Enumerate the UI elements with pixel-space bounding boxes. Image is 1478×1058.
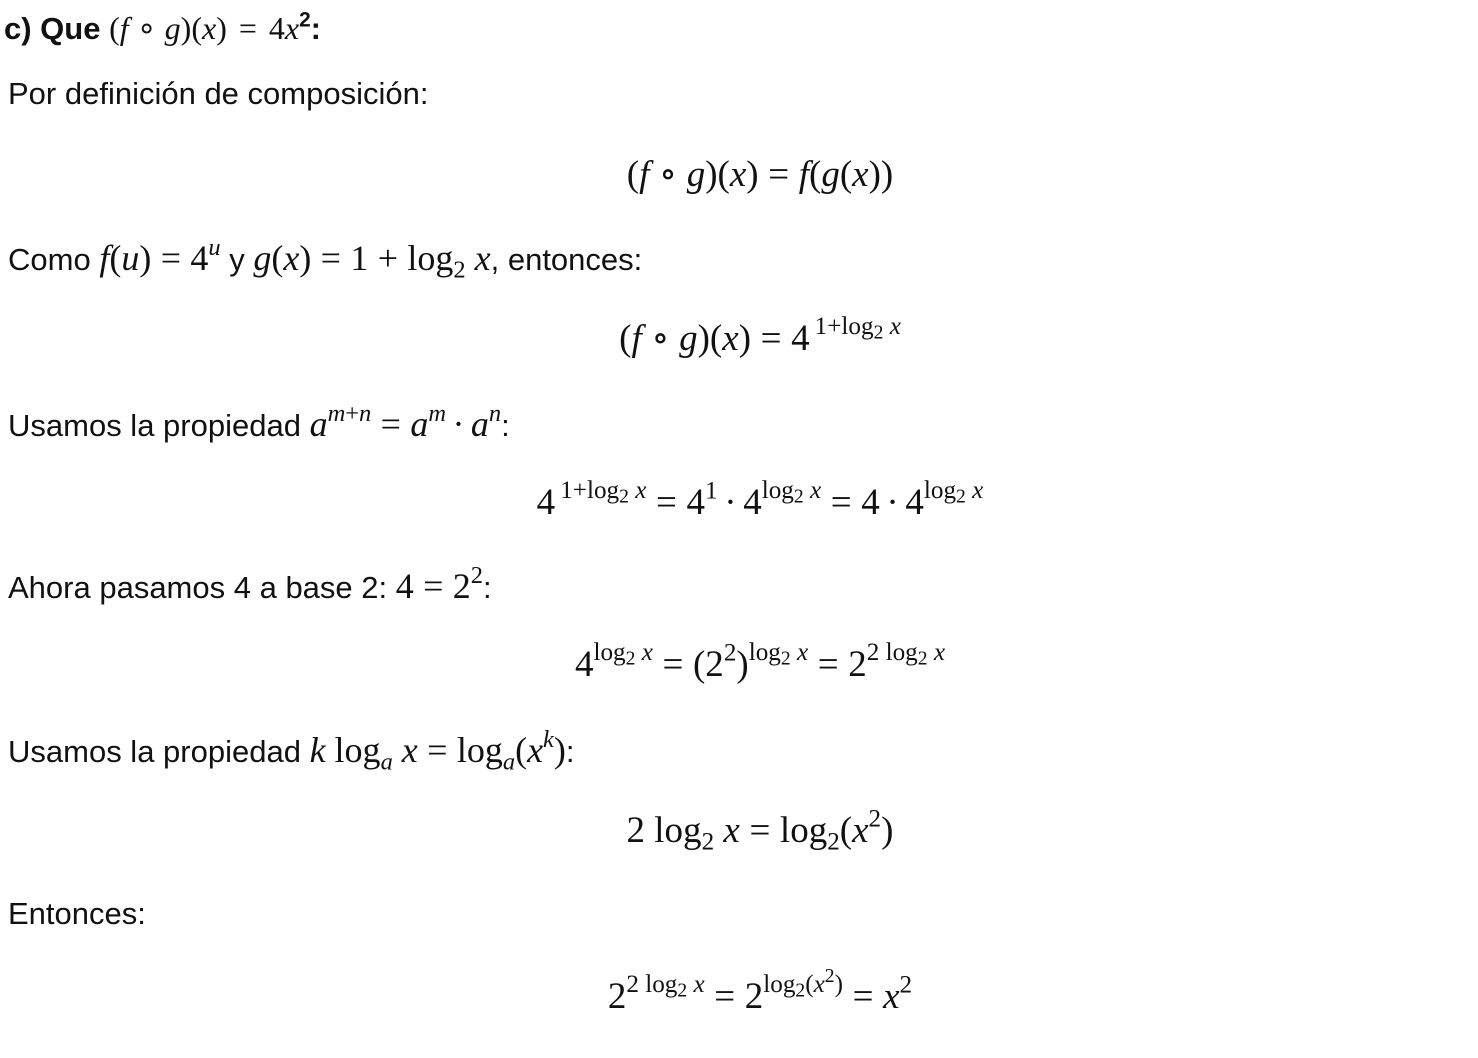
- usamos2-suffix: :: [565, 734, 575, 769]
- heading-suffix: :: [310, 11, 321, 46]
- composition-result-equation: (f ∘ g)(x) = 4 $^{1+log_2 x}$: [619, 313, 901, 359]
- usamos1-suffix: :: [501, 408, 510, 443]
- f-definition-math: $f(u) = 4^u$: [99, 233, 221, 278]
- como-suffix: , entonces:: [490, 242, 643, 277]
- como-mid: y: [220, 242, 254, 277]
- section-heading: [4, 8, 321, 49]
- log-power-property-math: k $\log_a x = \log_a(x^k)$: [309, 725, 566, 776]
- ahora-base-line: [8, 561, 492, 608]
- usamos-propiedad-log-line: [8, 725, 575, 776]
- usamos1-prefix: Usamos la propiedad: [8, 408, 310, 443]
- exponent-split-equation: 4 $^{1+log_2 x} = 4^1 \cdot 4^{log_2 x} = 4 \cdot 4^{log_2 x}$: [536, 477, 984, 523]
- heading-math: (f ∘ $g)(x) = 4x^2$: [109, 8, 311, 46]
- four-as-power-math: $4 = 2^2$: [395, 561, 484, 606]
- g-definition-math: $g(x) = 1 + \log_2 x$: [253, 238, 491, 284]
- base-change-equation: $4^{log_2 x} = (2^2)^{log_2 x} = 2^{2 log_2 x}$: [574, 639, 946, 685]
- entonces-text: Entonces:: [8, 896, 146, 931]
- heading-prefix: c) Que: [4, 11, 110, 46]
- composition-definition-equation: (f ∘ g)(x) = f(g(x)): [626, 154, 894, 195]
- como-line: [8, 233, 643, 284]
- ahora-suffix: :: [483, 570, 492, 605]
- usamos-propiedad-exponent-line: [8, 399, 510, 446]
- ahora-prefix: Ahora pasamos 4 a base 2:: [8, 570, 396, 605]
- intro-text: Por definición de composición:: [8, 76, 429, 111]
- exponent-sum-property-math: $a^{m+n} = a^m \cdot a^n$: [309, 399, 502, 444]
- log-power-equation: 2 $\log_2 x = \log_2(x^2)$: [626, 805, 894, 856]
- como-prefix: Como: [8, 242, 100, 277]
- final-result-equation: $2^{2 log_2 x} = 2^{log_2(x^2)} = x^2$: [607, 966, 913, 1017]
- usamos2-prefix: Usamos la propiedad: [8, 734, 310, 769]
